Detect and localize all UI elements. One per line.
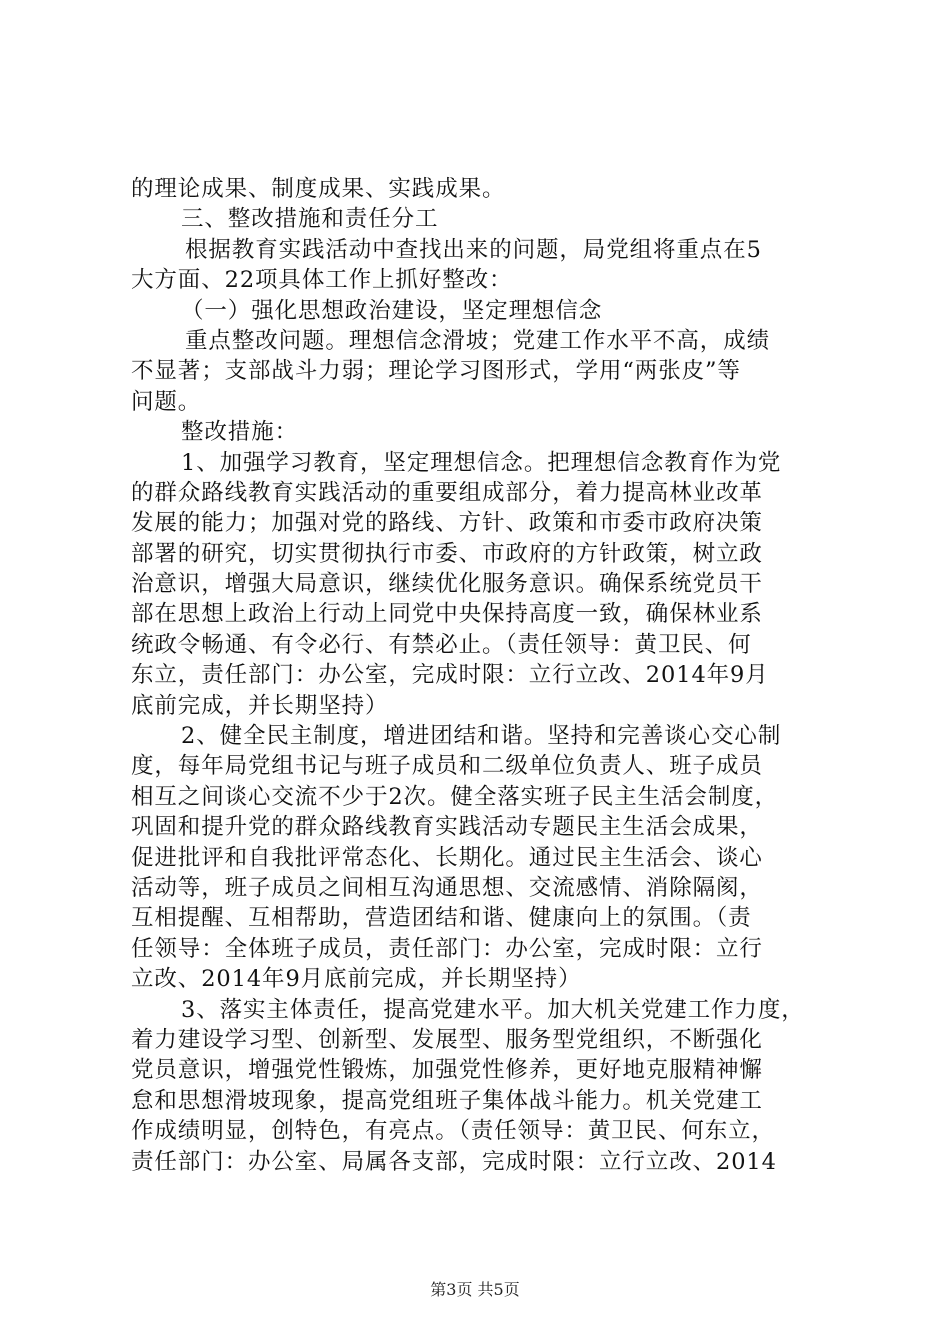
text-line: 1、加强学习教育，坚定理想信念。把理想信念教育作为党 (181, 449, 782, 476)
text-line: 底前完成，并长期坚持） (131, 692, 389, 719)
text-line: 促进批评和自我批评常态化、长期化。通过民主生活会、谈心 (131, 844, 763, 871)
text-line: 部署的研究，切实贯彻执行市委、市政府的方针政策，树立政 (131, 540, 763, 567)
text-line: 2、健全民主制度，增进团结和谐。坚持和完善谈心交心制 (181, 723, 782, 750)
text-line: 整改措施： (181, 419, 299, 446)
page-footer (0, 1279, 950, 1301)
text-line: 3、落实主体责任，提高党建水平。加大机关党建工作力度， (181, 996, 805, 1023)
page-number-label: 第3页 共5页 (430, 1280, 520, 1299)
text-line: 相互之间谈心交流不少于2次。健全落实班子民主生活会制度， (131, 783, 779, 810)
text-line: 重点整改问题。理想信念滑坡；党建工作水平不高，成绩 (185, 327, 771, 354)
text-line: 的群众路线教育实践活动的重要组成部分，着力提高林业改革 (131, 479, 763, 506)
text-line: 活动等，班子成员之间相互沟通思想、交流感情、消除隔阂， (131, 874, 763, 901)
text-line: 责任部门：办公室、局属各支部，完成时限：立行立改、2014 (131, 1148, 777, 1175)
text-line: 作成绩明显，创特色，有亮点。（责任领导：黄卫民、何东立， (131, 1118, 775, 1145)
text-line: 部在思想上政治上行动上同党中央保持高度一致，确保林业系 (131, 601, 763, 628)
text-line: 发展的能力；加强对党的路线、方针、政策和市委市政府决策 (131, 510, 763, 537)
text-line: 统政令畅通、有令必行、有禁必止。（责任领导：黄卫民、何 (131, 631, 752, 658)
text-line: 大方面、22项具体工作上抓好整改： (131, 267, 513, 294)
text-line: 怠和思想滑坡现象，提高党组班子集体战斗能力。机关党建工 (131, 1087, 763, 1114)
text-line: 立改、2014年9月底前完成，并长期坚持） (131, 966, 582, 993)
text-line: 根据教育实践活动中查找出来的问题，局党组将重点在5 (185, 236, 762, 263)
text-line: 互相提醒、互相帮助，营造团结和谐、健康向上的氛围。（责 (131, 905, 752, 932)
subsection-heading: （一）强化思想政治建设，坚定理想信念 (181, 297, 603, 324)
text-line: 任领导：全体班子成员，责任部门：办公室，完成时限：立行 (131, 935, 763, 962)
text-line: 东立，责任部门：办公室，完成时限：立行立改、2014年9月 (131, 662, 769, 689)
text-line: 治意识，增强大局意识，继续优化服务意识。确保系统党员干 (131, 571, 763, 598)
text-line: 党员意识，增强党性锻炼，加强党性修养，更好地克服精神懈 (131, 1057, 763, 1084)
section-heading: 三、整改措施和责任分工 (181, 206, 439, 233)
text-line: 问题。 (131, 388, 202, 415)
text-line: 巩固和提升党的群众路线教育实践活动专题民主生活会成果， (131, 814, 763, 841)
document-body (131, 174, 831, 1177)
text-line: 着力建设学习型、创新型、发展型、服务型党组织，不断强化 (131, 1026, 763, 1053)
text-line: 度，每年局党组书记与班子成员和二级单位负责人、班子成员 (131, 753, 763, 780)
text-line: 的理论成果、制度成果、实践成果。 (131, 176, 506, 202)
text-line: 不显著；支部战斗力弱；理论学习图形式，学用“两张皮”等 (131, 358, 741, 385)
